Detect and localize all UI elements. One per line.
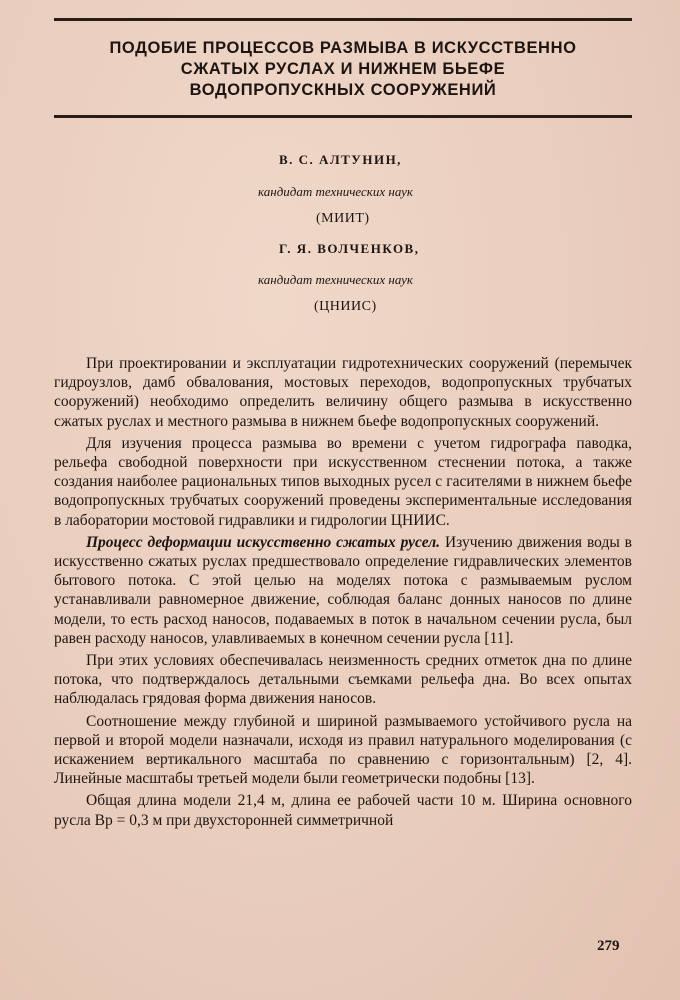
- article-title: [54, 38, 632, 101]
- author-2-name: Г. Я. ВОЛЧЕНКОВ,: [279, 241, 420, 256]
- author-2-institution: (ЦНИИС): [314, 299, 377, 314]
- author-1-name: В. С. АЛТУНИН,: [279, 152, 402, 167]
- title-line-2: СЖАТЫХ РУСЛАХ И НИЖНЕМ БЬЕФЕ: [180, 60, 506, 78]
- paragraph-4: При этих условиях обеспечивалась неизменность средних отметок дна по длине потока, что подтверждалось детальными съемками рельефа дна. Во всех опытах наблюдалась грядовая форма движения наносов.: [54, 652, 632, 708]
- author-1-institution: (МИИТ): [316, 211, 370, 226]
- paragraph-5: Соотношение между глубиной и шириной размываемого устойчивого русла на первой и второй модели назначали, исходя из правил натурального моделирования (с искажением вертикального масштаба по сравнению с горизонтальным) [2, 4]. Линейные масштабы третьей модели были геометрически подобны [13].: [54, 712, 632, 788]
- paragraph-3: [54, 533, 632, 648]
- title-bottom-rule: [54, 115, 632, 118]
- title-line-1: ПОДОБИЕ ПРОЦЕССОВ РАЗМЫВА В ИСКУССТВЕННО: [109, 39, 577, 57]
- page-number: 279: [597, 938, 620, 954]
- author-2-degree: кандидат технических наук: [258, 272, 414, 287]
- paragraph-2: Для изучения процесса размыва во времени с учетом гидрографа паводка, рельефа свободной поверхности при искусственном стеснении потока, а также создания наиболее рациональных типов выходных русел с гасителями в нижнем бьефе водопропускных трубчатых сооружений проведены экспериментальные исследования в лаборатории мостовой гидравлики и гидрологии ЦНИИС.: [54, 434, 632, 529]
- article-body: [54, 354, 632, 830]
- paragraph-6: Общая длина модели 21,4 м, длина ее рабочей части 10 м. Ширина основного русла Bр = 0,3 м при двухсторонней симметричной: [54, 792, 632, 829]
- author-1-degree: кандидат технических наук: [258, 184, 414, 199]
- title-line-3: ВОДОПРОПУСКНЫХ СООРУЖЕНИЙ: [189, 81, 497, 99]
- paragraph-3-text: Изучению движения воды в искусственно сжатых руслах предшествовало определение гидравлических элементов бытового потока. С этой целью на моделях потока с размываемым руслом устанавливали равномерное движение, соблюдая баланс донных наносов по длине модели, то есть расход наносов, подаваемых в поток в начальном сечении русла, был равен расходу наносов, улавливаемых в конечном сечении русла [11].: [54, 533, 632, 647]
- section-heading: Процесс деформации искусственно сжатых русел.: [86, 533, 441, 551]
- title-top-rule: [54, 18, 632, 21]
- paragraph-1: При проектировании и эксплуатации гидротехнических сооружений (перемычек гидроузлов, дамб обвалования, мостовых переходов, водопропускных трубчатых сооружений) необходимо определить величину общего размыва в искусственно сжатых руслах и местного размыва в нижнем бьефе водопропускных сооружений.: [54, 355, 632, 430]
